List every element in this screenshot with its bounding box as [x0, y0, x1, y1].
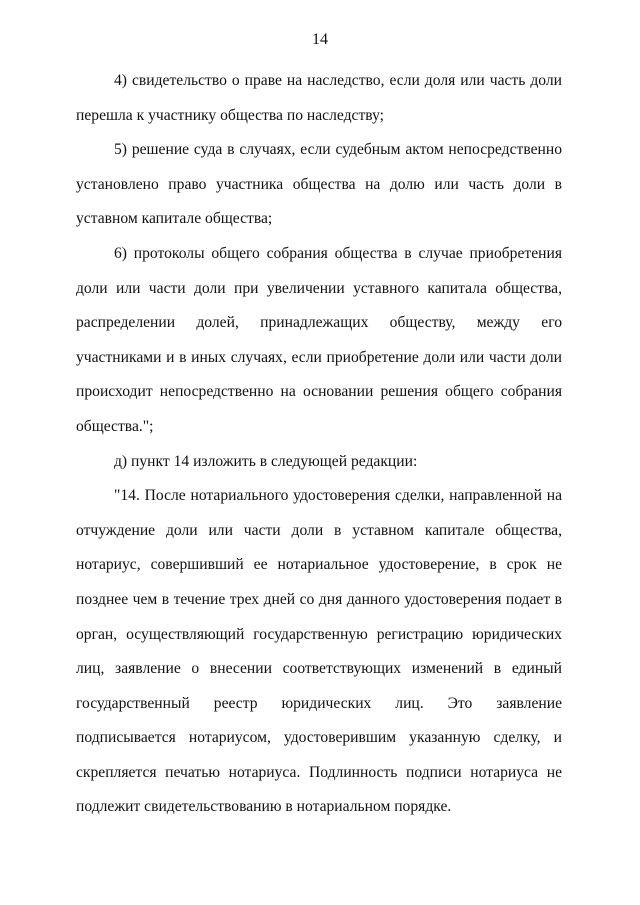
paragraph-subitem-d: д) пункт 14 изложить в следующей редакции:: [114, 452, 418, 470]
document-body: [76, 64, 562, 825]
paragraph-clause-14: "14. После нотариального удостоверения сделки, направленной на отчуждение доли или части доли в уставном капитале общества, нотариус, совершивший ее нотариальное удостоверение, в срок не позднее чем в течение трех дней со дня данного удостоверения подает в орган, осуществляющий государственную регистрацию юридических лиц, заявление о внесении соответствующих изменений в единый государственный реестр юридических лиц. Это заявление подписывается нотариусом, удостоверившим указанную сделку, и скрепляется печатью нотариуса. Подлинность подписи нотариуса не подлежит свидетельствованию в нотариальном порядке.: [76, 487, 562, 816]
paragraph-item-4: 4) свидетельство о праве на наследство, если доля или часть доли перешла к участнику общества по наследству;: [76, 72, 562, 124]
paragraph-item-6: 6) протоколы общего собрания общества в случае приобретения доли или части доли при увеличении уставного капитала общества, распределении долей, принадлежащих обществу, между его участниками и в иных случаях, если приобретение доли или части доли происходит непосредственно на основании решения общего собрания общества.";: [76, 244, 562, 435]
paragraph-item-5: 5) решение суда в случаях, если судебным актом непосредственно установлено право участника общества на долю или часть доли в уставном капитале общества;: [76, 141, 562, 228]
page-number: 14: [312, 31, 328, 48]
